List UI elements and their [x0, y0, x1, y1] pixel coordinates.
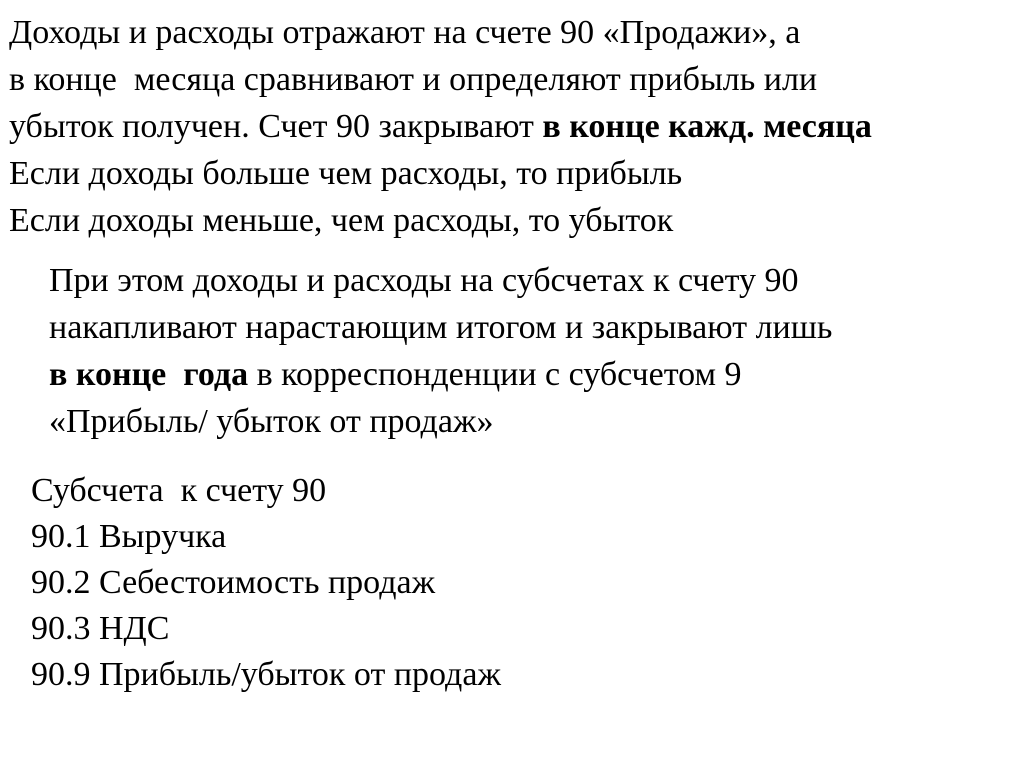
intro-line-1: Доходы и расходы отражают на счете 90 «Продажи», а	[9, 14, 801, 51]
subaccounts-heading: Субсчета к счету 90	[31, 472, 327, 509]
note-line-2: накапливают нарастающим итогом и закрывают лишь	[49, 309, 833, 346]
note-paragraph	[49, 257, 832, 445]
subaccounts-list	[31, 468, 501, 698]
note-line-4: «Прибыль/ убыток от продаж»	[49, 403, 494, 440]
intro-line-3-bold: в конце кажд. месяца	[542, 108, 872, 145]
list-item: 90.3 НДС	[31, 610, 170, 647]
intro-line-4: Если доходы больше чем расходы, то прибыль	[9, 155, 683, 192]
list-item: 90.9 Прибыль/убыток от продаж	[31, 656, 501, 693]
note-line-3-bold: в конце года	[49, 356, 249, 393]
note-line-1: При этом доходы и расходы на субсчетах к счету 90	[49, 262, 799, 299]
note-line-3-text: в корреспонденции с субсчетом 9	[248, 356, 742, 393]
intro-line-2: в конце месяца сравнивают и определяют прибыль или	[9, 61, 818, 98]
list-item: 90.1 Выручка	[31, 518, 227, 555]
intro-line-3	[9, 103, 872, 150]
note-line-3	[49, 351, 832, 398]
intro-line-3-text: убыток получен. Счет 90 закрывают	[9, 108, 543, 145]
intro-line-5: Если доходы меньше, чем расходы, то убыток	[9, 202, 674, 239]
intro-paragraph	[9, 9, 872, 244]
list-item: 90.2 Себестоимость продаж	[31, 564, 436, 601]
